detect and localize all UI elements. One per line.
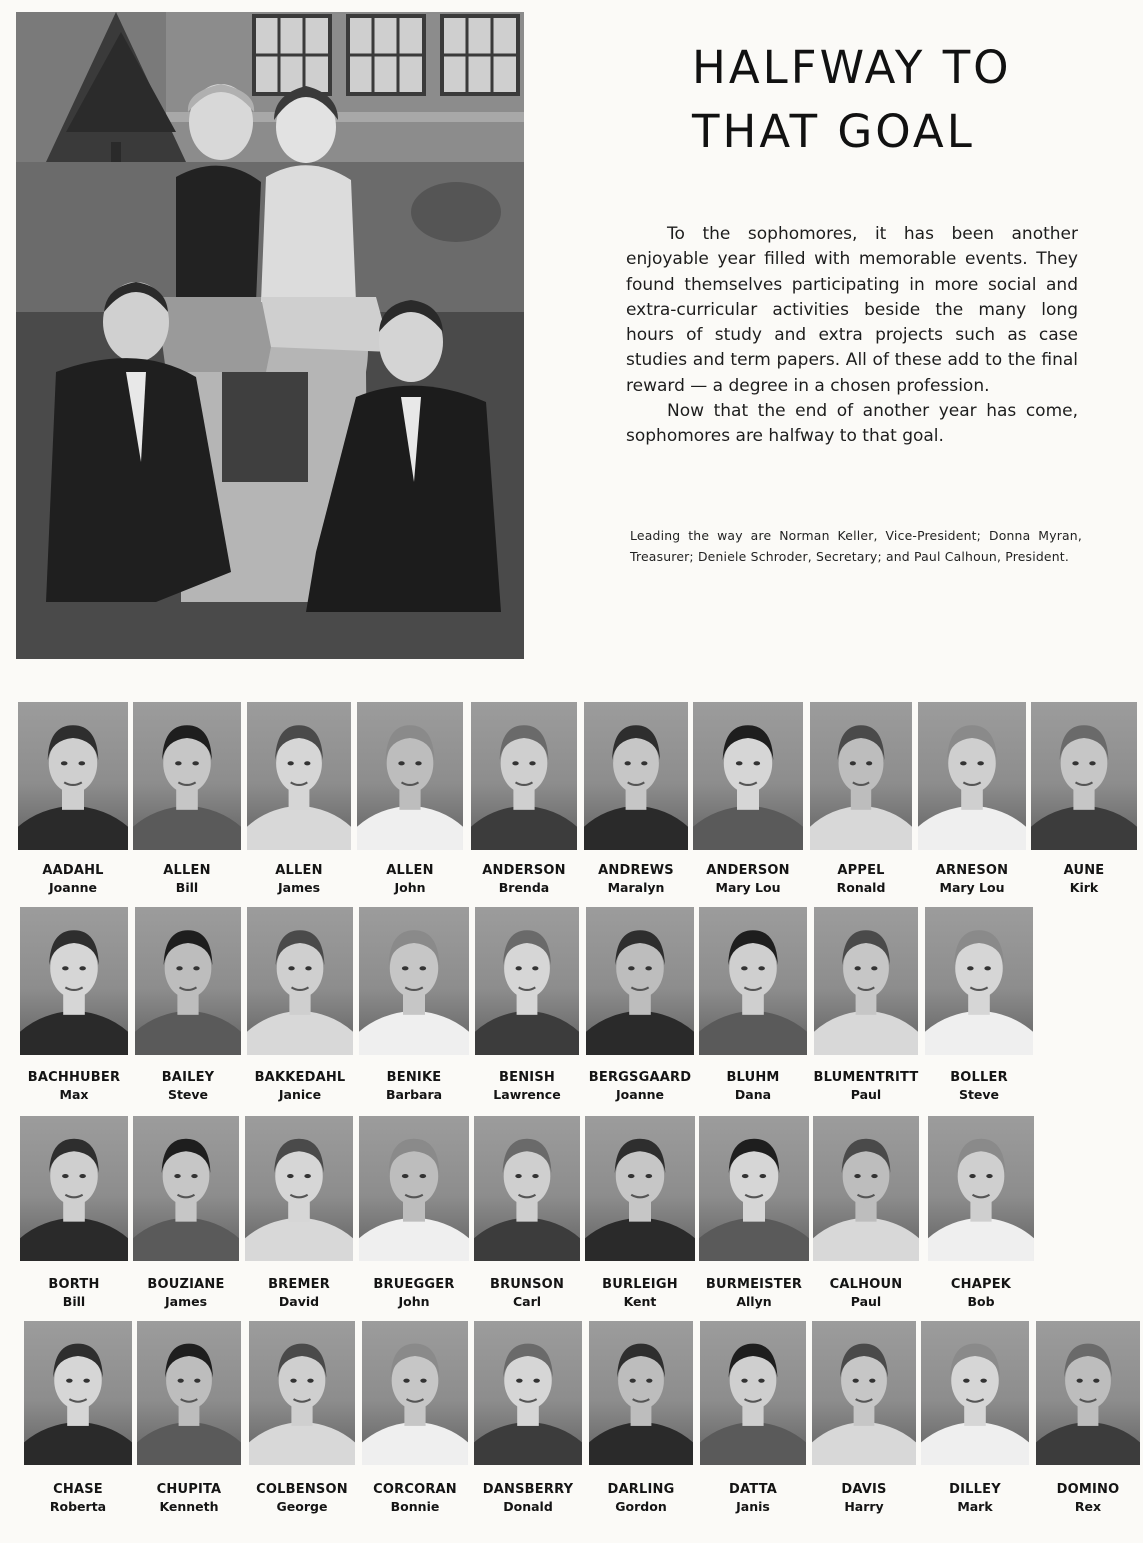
student-first-name: Mark <box>957 1499 993 1514</box>
student-first-name: Dana <box>734 1087 772 1102</box>
student-first-name: Bob <box>967 1294 995 1309</box>
student-portrait <box>1036 1321 1140 1465</box>
student-first-name: Paul <box>850 1087 882 1102</box>
title-line-2: THAT GOAL <box>692 105 975 158</box>
student-name <box>805 1276 927 1310</box>
student-first-name: John <box>398 1294 430 1309</box>
student-last-name: ALLEN <box>386 863 434 878</box>
student-last-name: CHAPEK <box>950 1277 1012 1292</box>
student-last-name: BRUEGGER <box>373 1277 455 1292</box>
student-first-name: John <box>394 880 426 895</box>
student-last-name: APPEL <box>837 863 885 878</box>
student-portrait <box>586 907 694 1055</box>
intro-text <box>626 222 1078 450</box>
student-portrait <box>357 702 463 850</box>
student-portrait <box>928 1116 1034 1261</box>
student-portrait <box>700 1321 806 1465</box>
student-name <box>806 1069 926 1103</box>
title-line-1: HALFWAY TO <box>692 41 1012 94</box>
student-portrait <box>589 1321 693 1465</box>
student-name <box>581 1481 701 1515</box>
student-first-name: Gordon <box>615 1499 667 1514</box>
student-first-name: Bill <box>62 1294 86 1309</box>
student-last-name: BAKKEDAHL <box>254 1070 346 1085</box>
student-name <box>239 862 359 896</box>
student-last-name: BERGSGAARD <box>588 1070 692 1085</box>
student-portrait <box>135 907 241 1055</box>
student-first-name: Brenda <box>498 880 550 895</box>
student-portrait <box>471 702 577 850</box>
student-name <box>917 1069 1041 1103</box>
student-last-name: CALHOUN <box>829 1277 903 1292</box>
student-last-name: DATTA <box>729 1482 777 1497</box>
student-portrait <box>20 1116 128 1261</box>
student-portrait <box>18 702 128 850</box>
student-first-name: Mary Lou <box>715 880 781 895</box>
student-name <box>241 1481 363 1515</box>
student-first-name: Barbara <box>385 1087 443 1102</box>
student-last-name: BENISH <box>499 1070 555 1085</box>
student-first-name: Steve <box>167 1087 209 1102</box>
student-name <box>802 862 920 896</box>
student-first-name: Paul <box>850 1294 882 1309</box>
student-portrait <box>814 907 918 1055</box>
student-portrait <box>474 1116 580 1261</box>
student-name <box>466 1276 588 1310</box>
student-name <box>577 1276 703 1310</box>
student-portrait <box>247 907 353 1055</box>
student-first-name: Mary Lou <box>939 880 1005 895</box>
intro-paragraph-2: Now that the end of another year has come, sophomores are halfway to that goal. <box>626 401 1078 447</box>
student-first-name: Bill <box>175 880 199 895</box>
student-last-name: CORCORAN <box>373 1482 457 1497</box>
student-name <box>576 862 696 896</box>
student-name <box>910 862 1034 896</box>
student-last-name: ANDREWS <box>598 863 674 878</box>
student-name <box>691 1069 815 1103</box>
student-first-name: Kirk <box>1069 880 1099 895</box>
student-first-name: Lawrence <box>493 1087 561 1102</box>
student-last-name: ALLEN <box>275 863 323 878</box>
student-last-name: BREMER <box>268 1277 330 1292</box>
student-name <box>691 1276 817 1310</box>
student-first-name: Ronald <box>836 880 886 895</box>
student-name <box>354 1481 476 1515</box>
student-last-name: AADAHL <box>42 863 104 878</box>
student-last-name: BOLLER <box>950 1070 1008 1085</box>
student-first-name: Steve <box>958 1087 1000 1102</box>
student-name <box>127 1069 249 1103</box>
student-last-name: BORTH <box>48 1277 100 1292</box>
student-first-name: Allyn <box>736 1294 772 1309</box>
student-first-name: James <box>164 1294 208 1309</box>
student-portrait <box>474 1321 582 1465</box>
student-portrait <box>693 702 803 850</box>
student-name <box>125 1276 247 1310</box>
student-first-name: Joanne <box>616 1087 664 1102</box>
student-name <box>1023 862 1143 896</box>
student-name <box>1028 1481 1143 1515</box>
student-last-name: DANSBERRY <box>482 1482 574 1497</box>
student-name <box>804 1481 924 1515</box>
student-first-name: David <box>278 1294 320 1309</box>
student-name <box>12 1069 136 1103</box>
student-name <box>913 1481 1037 1515</box>
student-last-name: CHUPITA <box>156 1482 222 1497</box>
student-portrait <box>475 907 579 1055</box>
student-portrait <box>249 1321 355 1465</box>
student-name <box>466 1481 590 1515</box>
student-last-name: DAVIS <box>841 1482 887 1497</box>
student-first-name: James <box>277 880 321 895</box>
student-first-name: Janice <box>278 1087 322 1102</box>
student-last-name: BAILEY <box>161 1070 215 1085</box>
student-portrait <box>918 702 1026 850</box>
student-last-name: AUNE <box>1063 863 1105 878</box>
student-portrait <box>1031 702 1137 850</box>
student-name <box>351 1276 477 1310</box>
student-portrait <box>359 907 469 1055</box>
officers-group-photo <box>16 12 524 659</box>
student-name <box>125 862 249 896</box>
student-last-name: BOUZIANE <box>147 1277 225 1292</box>
student-last-name: ALLEN <box>163 863 211 878</box>
student-last-name: DARLING <box>607 1482 675 1497</box>
student-first-name: Carl <box>512 1294 542 1309</box>
student-first-name: Joanne <box>49 880 97 895</box>
student-portrait <box>359 1116 469 1261</box>
student-name <box>10 862 136 896</box>
student-portrait <box>133 702 241 850</box>
student-first-name: Max <box>59 1087 89 1102</box>
student-portrait <box>810 702 912 850</box>
student-last-name: DOMINO <box>1056 1482 1120 1497</box>
student-first-name: Rex <box>1074 1499 1102 1514</box>
student-last-name: COLBENSON <box>256 1482 348 1497</box>
student-portrait <box>24 1321 132 1465</box>
student-name <box>685 862 811 896</box>
student-portrait <box>921 1321 1029 1465</box>
student-last-name: ANDERSON <box>482 863 566 878</box>
student-last-name: BLUHM <box>726 1070 780 1085</box>
student-name <box>237 1276 361 1310</box>
student-portrait <box>812 1321 916 1465</box>
student-portrait <box>585 1116 695 1261</box>
student-name <box>129 1481 249 1515</box>
student-last-name: BURLEIGH <box>602 1277 678 1292</box>
student-last-name: DILLEY <box>949 1482 1001 1497</box>
student-name <box>12 1276 136 1310</box>
student-first-name: Donald <box>503 1499 553 1514</box>
student-name <box>463 862 585 896</box>
student-last-name: BURMEISTER <box>705 1277 803 1292</box>
student-first-name: George <box>276 1499 328 1514</box>
photo-caption: Leading the way are Norman Keller, Vice-President; Donna Myran, Treasurer; Deniele Schroder, Secretary; and Paul Calhoun, President. <box>630 528 1082 564</box>
student-last-name: BENIKE <box>386 1070 442 1085</box>
student-portrait <box>20 907 128 1055</box>
student-name <box>578 1069 702 1103</box>
student-portrait <box>699 907 807 1055</box>
student-portrait <box>362 1321 468 1465</box>
student-portrait <box>925 907 1033 1055</box>
student-name <box>351 1069 477 1103</box>
student-first-name: Harry <box>844 1499 884 1514</box>
student-first-name: Maralyn <box>607 880 665 895</box>
student-portrait <box>133 1116 239 1261</box>
student-portrait <box>813 1116 919 1261</box>
student-first-name: Bonnie <box>390 1499 440 1514</box>
intro-paragraph-1: To the sophomores, it has been another enjoyable year filled with memorable events. They found themselves participating in more social and extra-curricular activities beside the many long hours of study and extra projects such as case studies and term papers. All of these add to the final reward — a degree in a chosen profession. <box>626 224 1078 396</box>
student-first-name: Kenneth <box>159 1499 219 1514</box>
student-portrait <box>247 702 351 850</box>
student-portrait <box>137 1321 241 1465</box>
student-first-name: Kent <box>623 1294 657 1309</box>
student-first-name: Roberta <box>49 1499 107 1514</box>
student-last-name: BLUMENTRITT <box>813 1070 919 1085</box>
student-portrait <box>245 1116 353 1261</box>
student-name <box>349 862 471 896</box>
student-name <box>16 1481 140 1515</box>
student-last-name: ARNESON <box>935 863 1009 878</box>
student-name <box>467 1069 587 1103</box>
student-name <box>920 1276 1042 1310</box>
student-last-name: CHASE <box>53 1482 103 1497</box>
student-name <box>239 1069 361 1103</box>
student-last-name: BRUNSON <box>489 1277 565 1292</box>
student-name <box>692 1481 814 1515</box>
student-portrait <box>699 1116 809 1261</box>
student-first-name: Janis <box>736 1499 770 1514</box>
page-title <box>692 36 1112 164</box>
student-portrait <box>584 702 688 850</box>
student-last-name: ANDERSON <box>706 863 790 878</box>
student-last-name: BACHHUBER <box>27 1070 121 1085</box>
